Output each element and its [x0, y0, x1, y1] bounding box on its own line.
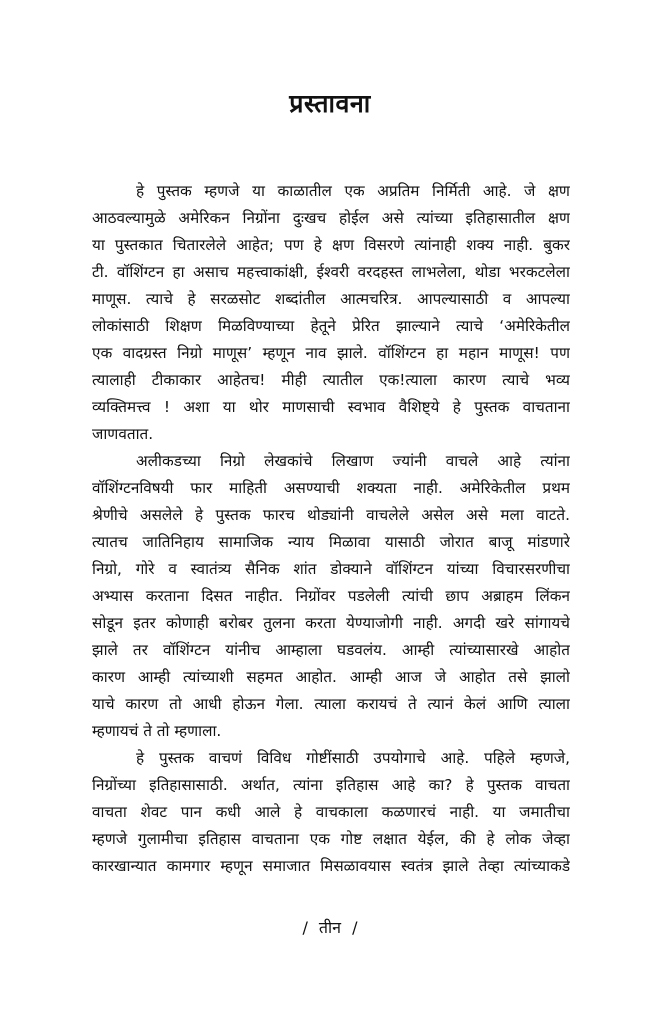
- text-line: याचे कारण तो आधी होऊन गेला. त्याला करायचं ते त्यानं केलं आणि त्याला: [92, 695, 570, 713]
- text-line: निग्रोंच्या इतिहासासाठी. अर्थात, त्यांना इतिहास आहे का? हे पुस्तक वाचता: [92, 776, 570, 794]
- text-line: हे पुस्तक म्हणजे या काळातील एक अप्रतिम निर्मिती आहे. जे क्षण: [136, 182, 570, 200]
- page-title: प्रस्तावना: [289, 89, 371, 118]
- text-line: व्यक्तिमत्त्व ! अशा या थोर माणसाची स्वभाव वैशिष्ट्ये हे पुस्तक वाचताना: [92, 398, 570, 416]
- paragraph-3: [92, 745, 570, 880]
- text-line: लोकांसाठी शिक्षण मिळविण्याच्या हेतूने प्रेरित झाल्याने त्याचे ‘अमेरिकेतील: [92, 317, 570, 335]
- text-line: जाणवतात.: [92, 425, 154, 443]
- text-line: टी. वॉशिंग्टन हा असाच महत्त्वाकांक्षी, ईश्वरी वरदहस्त लाभलेला, थोडा भरकटलेला: [92, 263, 570, 281]
- text-line: कारण आम्ही त्यांच्याशी सहमत आहोत. आम्ही आज जे आहोत तसे झालो: [92, 668, 570, 686]
- text-line: वॉशिंग्टनविषयी फार माहिती असण्याची शक्यता नाही. अमेरिकेतील प्रथम: [92, 479, 570, 497]
- text-line: वाचता शेवट पान कधी आले हे वाचकाला कळणारचं नाही. या जमातीचा: [92, 803, 570, 821]
- paragraph-1: [92, 178, 570, 448]
- text-line: म्हणायचं ते तो म्हणाला.: [92, 722, 222, 740]
- text-line: माणूस. त्याचे हे सरळसोट शब्दांतील आत्मचरित्र. आपल्यासाठी व आपल्या: [92, 290, 570, 308]
- paragraph-2: [92, 448, 570, 745]
- text-line: अलीकडच्या निग्रो लेखकांचे लिखाण ज्यांनी वाचले आहे त्यांना: [136, 452, 570, 470]
- page-number: / तीन /: [302, 918, 358, 937]
- text-line: अभ्यास करताना दिसत नाहीत. निग्रोंवर पडलेली त्यांची छाप अब्राहम लिंकन: [92, 587, 570, 605]
- text-line: त्यातच जातिनिहाय सामाजिक न्याय मिळावा यासाठी जोरात बाजू मांडणारे: [92, 533, 570, 551]
- text-line: कारखान्यात कामगार म्हणून समाजात मिसळावयास स्वतंत्र झाले तेव्हा त्यांच्याकडे: [92, 857, 570, 875]
- text-line: एक वादग्रस्त निग्रो माणूस’ म्हणून नाव झाले. वॉशिंग्टन हा महान माणूस! पण: [92, 344, 570, 362]
- text-line: या पुस्तकात चितारलेले आहेत; पण हे क्षण विसरणे त्यांनाही शक्य नाही. बुकर: [92, 236, 570, 254]
- body-text: [92, 178, 570, 880]
- text-line: श्रेणीचे असलेले हे पुस्तक फारच थोड्यांनी वाचलेले असेल असे मला वाटते.: [92, 506, 570, 524]
- text-line: म्हणजे गुलामीचा इतिहास वाचताना एक गोष्ट लक्षात येईल, की हे लोक जेव्हा: [92, 830, 570, 848]
- text-line: झाले तर वॉशिंग्टन यांनीच आम्हाला घडवलंय. आम्ही त्यांच्यासारखे आहोत: [92, 641, 570, 659]
- text-line: आठवल्यामुळे अमेरिकन निग्रोंना दुःखच होईल असे त्यांच्या इतिहासातील क्षण: [92, 209, 570, 227]
- text-line: त्यालाही टीकाकार आहेतच! मीही त्यातील एक!त्याला कारण त्याचे भव्य: [92, 371, 570, 389]
- text-line: हे पुस्तक वाचणं विविध गोष्टींसाठी उपयोगाचे आहे. पहिले म्हणजे,: [136, 749, 570, 767]
- text-line: निग्रो, गोरे व स्वातंत्र्य सैनिक शांत डोक्याने वॉशिंग्टन यांच्या विचारसरणीचा: [92, 560, 570, 578]
- text-line: सोडून इतर कोणाही बरोबर तुलना करता येण्याजोगी नाही. अगदी खरे सांगायचे: [92, 614, 570, 632]
